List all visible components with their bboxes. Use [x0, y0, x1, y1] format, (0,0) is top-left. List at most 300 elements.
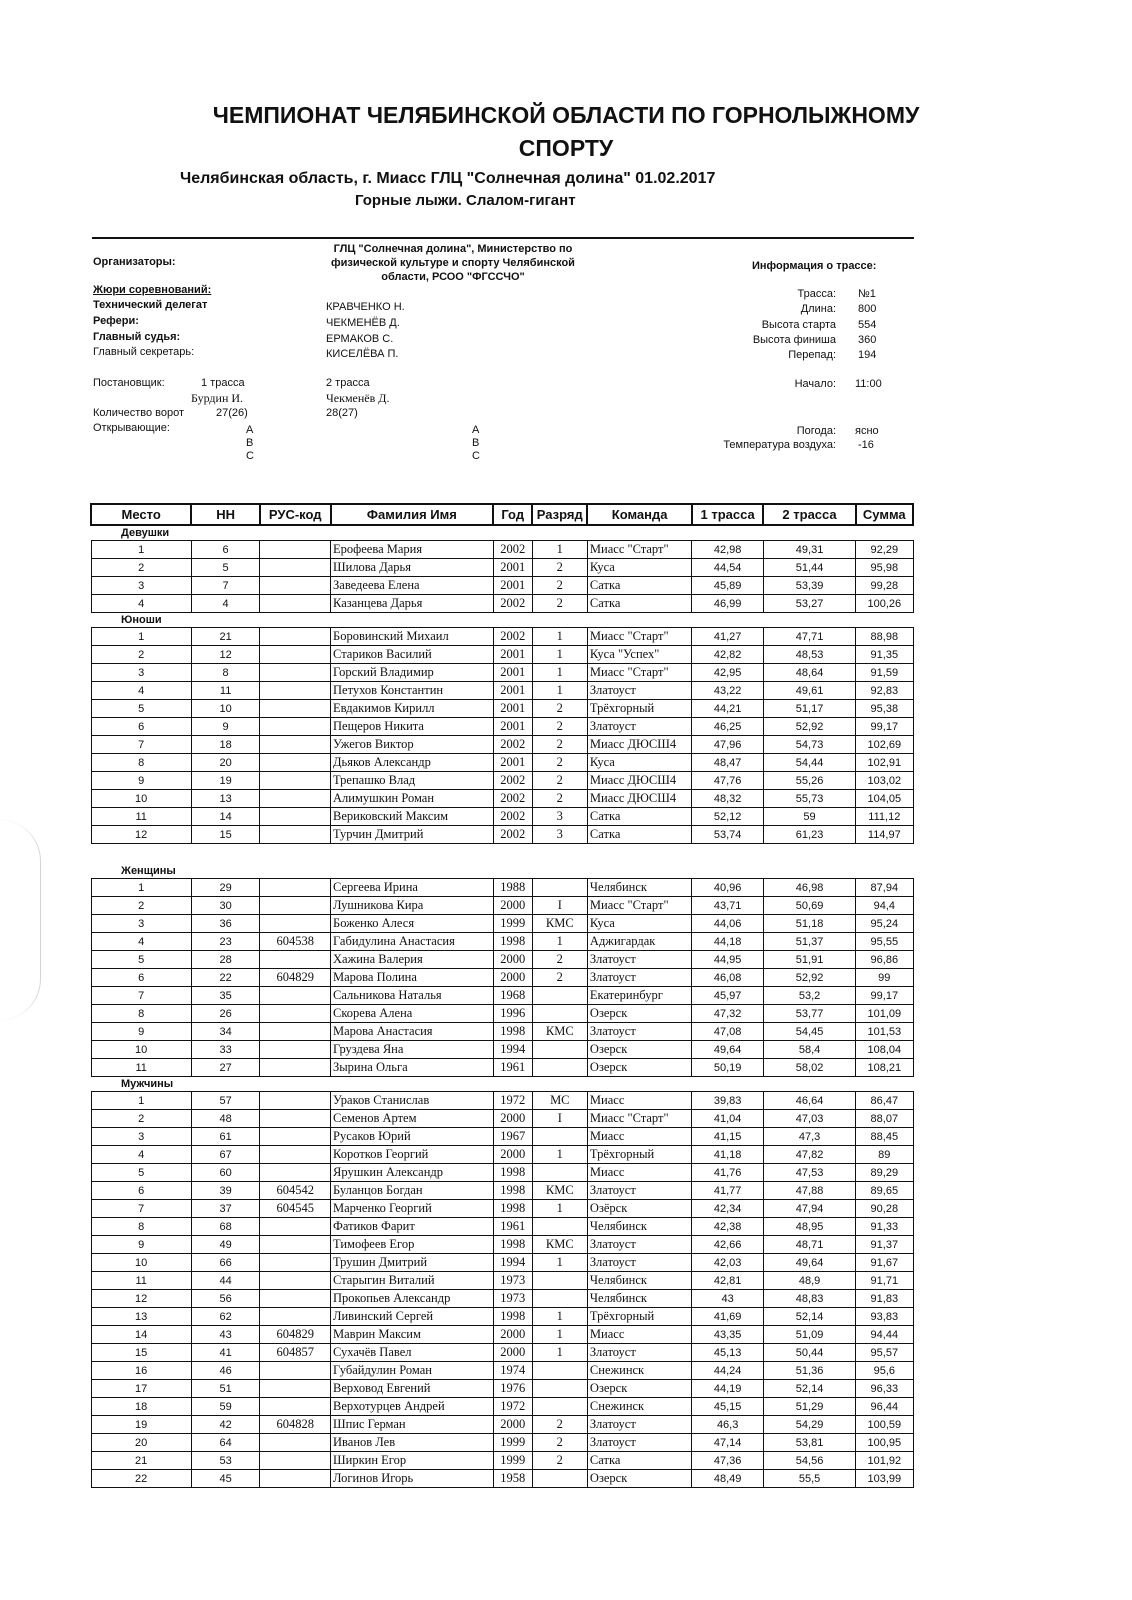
total-time: 95,24	[856, 915, 913, 933]
athlete-name: Трушин Дмитрий	[331, 1254, 494, 1272]
rus-code	[260, 826, 331, 844]
bib: 64	[191, 1434, 260, 1452]
place: 10	[91, 1254, 191, 1272]
rus-code	[260, 1128, 331, 1146]
run1-time: 47,36	[692, 1452, 764, 1470]
run1-time: 44,19	[692, 1380, 764, 1398]
run1-time: 44,95	[692, 951, 764, 969]
rus-code	[260, 1434, 331, 1452]
athlete-name: Ширкин Егор	[331, 1452, 494, 1470]
rus-code	[260, 1398, 331, 1416]
place: 15	[91, 1344, 191, 1362]
run1-time: 42,38	[692, 1218, 764, 1236]
place: 6	[91, 718, 191, 736]
table-row	[91, 933, 913, 951]
rus-code	[260, 897, 331, 915]
run2-time: 59	[763, 808, 855, 826]
athlete-name: Маврин Максим	[331, 1326, 494, 1344]
team: Сатка	[587, 826, 691, 844]
table-row	[91, 577, 913, 595]
team: Миасс ДЮСШ4	[587, 790, 691, 808]
finish-height-value: 360	[858, 334, 877, 346]
run1-time: 45,97	[692, 987, 764, 1005]
bib: 11	[191, 682, 260, 700]
place: 2	[91, 559, 191, 577]
team: Миасс	[587, 1326, 691, 1344]
place: 8	[91, 754, 191, 772]
table-row	[91, 1146, 913, 1164]
place: 3	[91, 1128, 191, 1146]
birth-year: 2001	[493, 700, 532, 718]
total-time: 108,04	[856, 1041, 913, 1059]
rank	[532, 1059, 587, 1077]
rank: 2	[532, 754, 587, 772]
athlete-name: Ураков Станислав	[331, 1092, 494, 1110]
table-row	[91, 1434, 913, 1452]
place: 20	[91, 1434, 191, 1452]
birth-year: 1961	[493, 1059, 532, 1077]
table-row	[91, 790, 913, 808]
place: 17	[91, 1380, 191, 1398]
table-row	[91, 559, 913, 577]
rus-code: 604828	[260, 1416, 331, 1434]
run2-time: 48,64	[763, 664, 855, 682]
bib: 6	[191, 541, 260, 559]
team: Аджигардак	[587, 933, 691, 951]
team: Снежинск	[587, 1398, 691, 1416]
run1-time: 42,34	[692, 1200, 764, 1218]
results-table	[90, 503, 914, 1488]
team: Екатеринбург	[587, 987, 691, 1005]
place: 6	[91, 969, 191, 987]
chief-secretary-label: Главный секретарь:	[93, 346, 195, 358]
table-row	[91, 1254, 913, 1272]
birth-year: 1998	[493, 933, 532, 951]
forerunner2-c: С	[472, 450, 480, 462]
team: Миасс ДЮСШ4	[587, 772, 691, 790]
place: 16	[91, 1362, 191, 1380]
place: 1	[91, 1092, 191, 1110]
rank	[532, 1290, 587, 1308]
run2-time: 46,64	[763, 1092, 855, 1110]
birth-year: 1998	[493, 1308, 532, 1326]
run2-time: 51,36	[763, 1362, 855, 1380]
temperature-label: Температура воздуха:	[723, 439, 836, 451]
total-time: 102,69	[856, 736, 913, 754]
length-label: Длина:	[800, 303, 836, 315]
rus-code	[260, 1146, 331, 1164]
rus-code: 604545	[260, 1200, 331, 1218]
run1-time: 42,03	[692, 1254, 764, 1272]
scan-artifact	[0, 820, 41, 1020]
track-info-label: Информация о трассе:	[752, 260, 877, 272]
run2-time: 47,71	[763, 628, 855, 646]
place: 22	[91, 1470, 191, 1488]
athlete-name: Стариков Василий	[331, 646, 494, 664]
discipline: Горные лыжи. Слалом-гигант	[355, 192, 576, 209]
run2-time: 54,44	[763, 754, 855, 772]
bib: 34	[191, 1023, 260, 1041]
rank: 2	[532, 577, 587, 595]
bib: 7	[191, 577, 260, 595]
total-time: 89	[856, 1146, 913, 1164]
table-row	[91, 1452, 913, 1470]
total-time: 88,07	[856, 1110, 913, 1128]
rank: 2	[532, 700, 587, 718]
table-row	[91, 646, 913, 664]
rus-code	[260, 1164, 331, 1182]
rank: 1	[532, 1254, 587, 1272]
athlete-name: Трепашко Влад	[331, 772, 494, 790]
rank: 2	[532, 595, 587, 613]
bib: 53	[191, 1452, 260, 1470]
forerunner2-a: А	[472, 424, 480, 436]
rus-code	[260, 1005, 331, 1023]
team: Златоуст	[587, 1434, 691, 1452]
gates2-value: 28(27)	[326, 407, 358, 419]
team: Челябинск	[587, 1218, 691, 1236]
run2-label: 2 трасса	[326, 377, 370, 389]
bib: 23	[191, 933, 260, 951]
bib: 67	[191, 1146, 260, 1164]
birth-year: 2001	[493, 577, 532, 595]
table-row	[91, 541, 913, 559]
col-place: Место	[91, 504, 191, 525]
rus-code	[260, 1059, 331, 1077]
bib: 61	[191, 1128, 260, 1146]
run2-time: 48,83	[763, 1290, 855, 1308]
table-row	[91, 1200, 913, 1218]
bib: 14	[191, 808, 260, 826]
tech-delegate-label: Технический делегат	[93, 299, 208, 311]
total-time: 108,21	[856, 1059, 913, 1077]
place: 4	[91, 933, 191, 951]
athlete-name: Петухов Константин	[331, 682, 494, 700]
place: 10	[91, 1041, 191, 1059]
birth-year: 1974	[493, 1362, 532, 1380]
team: Челябинск	[587, 1272, 691, 1290]
rank	[532, 1218, 587, 1236]
finish-height-label: Высота финиша	[752, 334, 836, 346]
run1-time: 46,25	[692, 718, 764, 736]
run2-time: 48,9	[763, 1272, 855, 1290]
bib: 68	[191, 1218, 260, 1236]
run2-time: 48,53	[763, 646, 855, 664]
place: 14	[91, 1326, 191, 1344]
bib: 57	[191, 1092, 260, 1110]
athlete-name: Хажина Валерия	[331, 951, 494, 969]
rank	[532, 1272, 587, 1290]
bib: 45	[191, 1470, 260, 1488]
run1-time: 48,32	[692, 790, 764, 808]
col-total: Сумма	[856, 504, 913, 525]
total-time: 96,33	[856, 1380, 913, 1398]
run1-time: 44,06	[692, 915, 764, 933]
birth-year: 1998	[493, 1023, 532, 1041]
rus-code	[260, 1218, 331, 1236]
begin-label: Начало:	[794, 378, 836, 390]
place: 1	[91, 628, 191, 646]
team: Сатка	[587, 808, 691, 826]
athlete-name: Боженко Алеся	[331, 915, 494, 933]
athlete-name: Ливинский Сергей	[331, 1308, 494, 1326]
athlete-name: Сальникова Наталья	[331, 987, 494, 1005]
run2-time: 58,02	[763, 1059, 855, 1077]
run2-time: 50,69	[763, 897, 855, 915]
rus-code	[260, 772, 331, 790]
birth-year: 1976	[493, 1380, 532, 1398]
place: 4	[91, 595, 191, 613]
team: Озёрск	[587, 1200, 691, 1218]
birth-year: 2002	[493, 790, 532, 808]
organizers-value: ГЛЦ "Солнечная долина", Министерство по физической культуре и спорту Челябинской области, РСОО "ФГССЧО"	[331, 243, 575, 283]
rus-code	[260, 1110, 331, 1128]
place: 12	[91, 1290, 191, 1308]
rank: 2	[532, 969, 587, 987]
athlete-name: Шпис Герман	[331, 1416, 494, 1434]
bib: 37	[191, 1200, 260, 1218]
tech-delegate-value: КРАВЧЕНКО Н.	[326, 301, 405, 313]
run2-time: 53,27	[763, 595, 855, 613]
team: Златоуст	[587, 1023, 691, 1041]
place: 9	[91, 1236, 191, 1254]
gates1-value: 27(26)	[216, 407, 248, 419]
birth-year: 1998	[493, 1182, 532, 1200]
team: Миасс "Старт"	[587, 1110, 691, 1128]
run1-time: 44,18	[692, 933, 764, 951]
run1-time: 42,98	[692, 541, 764, 559]
table-row	[91, 595, 913, 613]
run2-time: 47,88	[763, 1182, 855, 1200]
rus-code	[260, 664, 331, 682]
rus-code	[260, 682, 331, 700]
place: 1	[91, 541, 191, 559]
rank: 2	[532, 718, 587, 736]
place: 2	[91, 646, 191, 664]
table-row	[91, 736, 913, 754]
setter2-value: Чекменёв Д.	[326, 391, 390, 405]
rank	[532, 1398, 587, 1416]
table-row	[91, 718, 913, 736]
weather-label: Погода:	[796, 425, 836, 437]
bib: 44	[191, 1272, 260, 1290]
athlete-name: Тимофеев Егор	[331, 1236, 494, 1254]
team: Миасс ДЮСШ4	[587, 736, 691, 754]
run1-time: 45,15	[692, 1398, 764, 1416]
run2-time: 51,44	[763, 559, 855, 577]
rank	[532, 1470, 587, 1488]
bib: 10	[191, 700, 260, 718]
total-time: 88,98	[856, 628, 913, 646]
run2-time: 52,14	[763, 1308, 855, 1326]
bib: 5	[191, 559, 260, 577]
team: Златоуст	[587, 1344, 691, 1362]
athlete-name: Евдакимов Кирилл	[331, 700, 494, 718]
table-row	[91, 969, 913, 987]
run2-time: 48,71	[763, 1236, 855, 1254]
bib: 41	[191, 1344, 260, 1362]
birth-year: 2000	[493, 1416, 532, 1434]
table-row	[91, 951, 913, 969]
bib: 60	[191, 1164, 260, 1182]
rank: I	[532, 897, 587, 915]
bib: 43	[191, 1326, 260, 1344]
table-row	[91, 1308, 913, 1326]
bib: 59	[191, 1398, 260, 1416]
run2-time: 47,03	[763, 1110, 855, 1128]
rank: 3	[532, 826, 587, 844]
total-time: 90,28	[856, 1200, 913, 1218]
team: Сатка	[587, 1452, 691, 1470]
table-header-row	[91, 504, 913, 525]
rus-code: 604857	[260, 1344, 331, 1362]
table-row	[91, 915, 913, 933]
place: 13	[91, 1308, 191, 1326]
page-title-line1: ЧЕМПИОНАТ ЧЕЛЯБИНСКОЙ ОБЛАСТИ ПО ГОРНОЛЫЖНОМУ	[212, 102, 920, 128]
rus-code	[260, 1254, 331, 1272]
team: Миасс "Старт"	[587, 897, 691, 915]
run1-time: 43,22	[692, 682, 764, 700]
rank: 1	[532, 1146, 587, 1164]
athlete-name: Турчин Дмитрий	[331, 826, 494, 844]
team: Златоуст	[587, 1236, 691, 1254]
bib: 29	[191, 879, 260, 897]
athlete-name: Вериковский Максим	[331, 808, 494, 826]
run2-time: 54,56	[763, 1452, 855, 1470]
forerunner1-c: С	[246, 450, 254, 462]
rus-code	[260, 1380, 331, 1398]
athlete-name: Шилова Дарья	[331, 559, 494, 577]
rank: I	[532, 1110, 587, 1128]
athlete-name: Груздева Яна	[331, 1041, 494, 1059]
bib: 66	[191, 1254, 260, 1272]
bib: 42	[191, 1416, 260, 1434]
place: 7	[91, 1200, 191, 1218]
rus-code: 604538	[260, 933, 331, 951]
athlete-name: Верховод Евгений	[331, 1380, 494, 1398]
birth-year: 2000	[493, 1110, 532, 1128]
birth-year: 1998	[493, 1164, 532, 1182]
team: Челябинск	[587, 1290, 691, 1308]
birth-year: 1972	[493, 1092, 532, 1110]
run1-time: 44,24	[692, 1362, 764, 1380]
team: Миасс "Старт"	[587, 664, 691, 682]
total-time: 92,29	[856, 541, 913, 559]
table-row	[91, 1164, 913, 1182]
team: Челябинск	[587, 879, 691, 897]
birth-year: 1998	[493, 1236, 532, 1254]
total-time: 91,33	[856, 1218, 913, 1236]
place: 11	[91, 1059, 191, 1077]
rus-code	[260, 754, 331, 772]
team: Златоуст	[587, 1416, 691, 1434]
run2-time: 54,73	[763, 736, 855, 754]
table-row	[91, 1005, 913, 1023]
run2-time: 47,94	[763, 1200, 855, 1218]
start-height-label: Высота старта	[761, 319, 836, 331]
group-name: Женщины	[121, 865, 176, 877]
rank: 1	[532, 646, 587, 664]
athlete-name: Лушникова Кира	[331, 897, 494, 915]
place: 1	[91, 879, 191, 897]
rank	[532, 1380, 587, 1398]
team: Миасс "Старт"	[587, 541, 691, 559]
rus-code	[260, 1041, 331, 1059]
rank: 2	[532, 559, 587, 577]
rus-code	[260, 808, 331, 826]
rank: КМС	[532, 1182, 587, 1200]
start-height-value: 554	[858, 319, 877, 331]
table-row	[91, 1290, 913, 1308]
total-time: 99	[856, 969, 913, 987]
table-row	[91, 879, 913, 897]
total-time: 99,17	[856, 987, 913, 1005]
run2-time: 54,29	[763, 1416, 855, 1434]
total-time: 94,4	[856, 897, 913, 915]
table-row	[91, 1059, 913, 1077]
run2-time: 47,82	[763, 1146, 855, 1164]
bib: 13	[191, 790, 260, 808]
total-time: 92,83	[856, 682, 913, 700]
bib: 46	[191, 1362, 260, 1380]
run2-time: 51,18	[763, 915, 855, 933]
birth-year: 2001	[493, 559, 532, 577]
rank: 1	[532, 933, 587, 951]
bib: 4	[191, 595, 260, 613]
run1-time: 41,04	[692, 1110, 764, 1128]
rank: 2	[532, 772, 587, 790]
group-header	[91, 864, 913, 879]
run2-time: 51,09	[763, 1326, 855, 1344]
athlete-name: Старыгин Виталий	[331, 1272, 494, 1290]
team: Сатка	[587, 595, 691, 613]
table-row	[91, 1110, 913, 1128]
table-row	[91, 987, 913, 1005]
athlete-name: Семенов Артем	[331, 1110, 494, 1128]
total-time: 86,47	[856, 1092, 913, 1110]
col-rank: Разряд	[532, 504, 587, 525]
forerunner1-b: В	[246, 437, 254, 449]
bib: 8	[191, 664, 260, 682]
page-title-line2: СПОРТУ	[518, 135, 614, 161]
run2-time: 58,4	[763, 1041, 855, 1059]
bib: 49	[191, 1236, 260, 1254]
run2-time: 61,23	[763, 826, 855, 844]
bib: 20	[191, 754, 260, 772]
col-run1: 1 трасса	[692, 504, 764, 525]
run1-time: 42,95	[692, 664, 764, 682]
rank: 1	[532, 1326, 587, 1344]
team: Озерск	[587, 1041, 691, 1059]
total-time: 91,71	[856, 1272, 913, 1290]
run1-time: 44,54	[692, 559, 764, 577]
birth-year: 2002	[493, 736, 532, 754]
total-time: 99,28	[856, 577, 913, 595]
total-time: 87,94	[856, 879, 913, 897]
table-row	[91, 754, 913, 772]
total-time: 95,98	[856, 559, 913, 577]
birth-year: 1988	[493, 879, 532, 897]
place: 7	[91, 736, 191, 754]
place: 7	[91, 987, 191, 1005]
run1-time: 46,08	[692, 969, 764, 987]
athlete-name: Марченко Георгий	[331, 1200, 494, 1218]
birth-year: 2000	[493, 1344, 532, 1362]
total-time: 91,83	[856, 1290, 913, 1308]
total-time: 91,67	[856, 1254, 913, 1272]
col-team: Команда	[587, 504, 691, 525]
bib: 62	[191, 1308, 260, 1326]
